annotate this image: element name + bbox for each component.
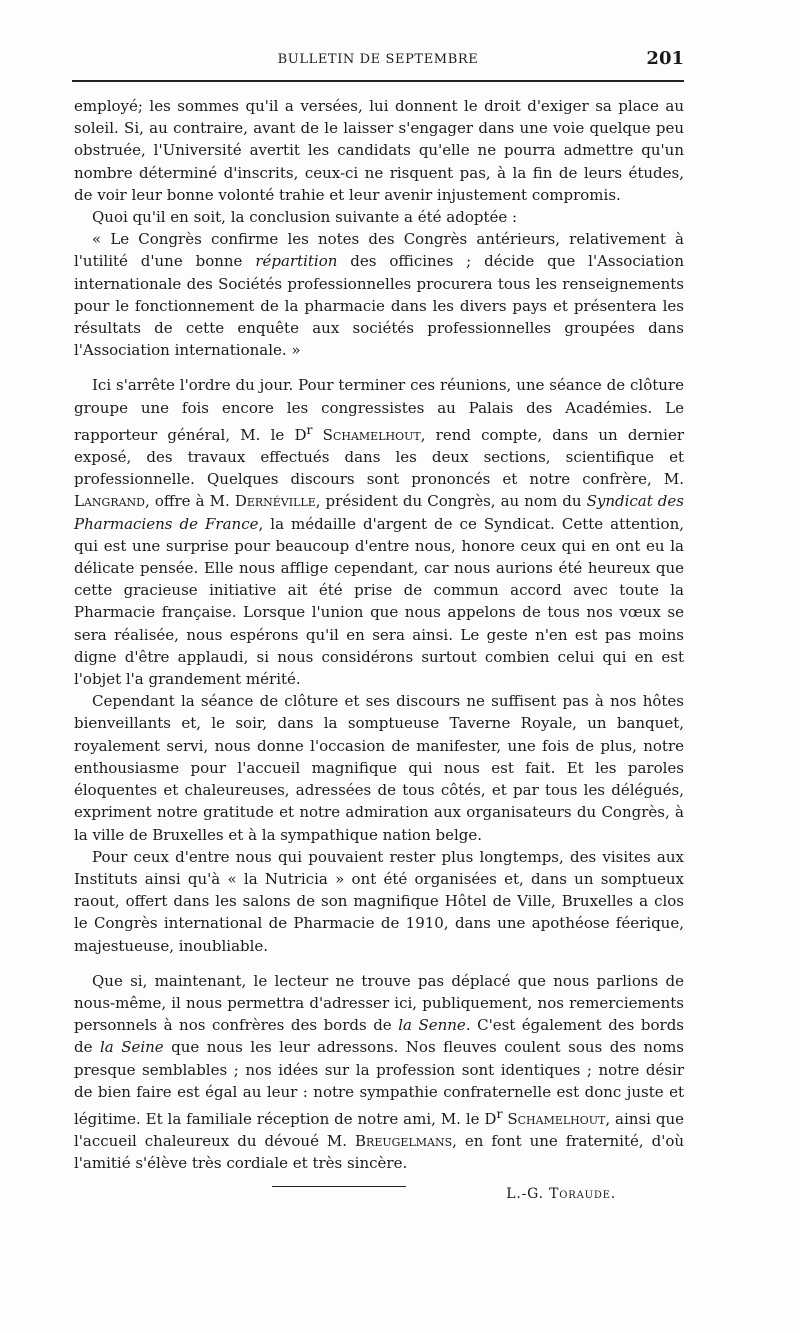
text-run: « Le Congrès confirme les notes des Congrès antérieurs, relativement à l'utilité d'une bonne <box>74 230 684 271</box>
person-name: Dernéville <box>234 492 316 511</box>
author-signature: L.-G. Toraude. <box>506 1185 616 1202</box>
paragraph-1: employé; les sommes qu'il a versées, lui donnent le droit d'exiger sa place au soleil. Si, au contraire, avant de le laisser s'engager dans une voie quelque peu obstruée, l'Université avertit les candidats qu'elle ne pourra admettre qu'un nombre déterminé d'inscrits, ceux-ci ne risquent pas, à la fin de leurs études, de voir leur bonne volonté trahie et leur avenir injustement compromis. <box>74 97 684 204</box>
text-run: , rend compte, dans un dernier exposé, des travaux effectués dans les deux sections, scientifique et professionnelle. Quelques discours sont prononcés et notre confrère, M. <box>74 425 684 489</box>
section-gap <box>74 361 684 374</box>
article-body <box>74 95 684 1205</box>
text-run: , en font une fraternité, d'où l'amitié s'élève très cordiale et très sincère. <box>74 1132 685 1173</box>
text-run: , président du Congrès, au nom du <box>315 492 587 511</box>
paragraph-6: Pour ceux d'entre nous qui pouvaient rester plus longtemps, des visites aux Instituts ainsi qu'à « la Nutricia » ont été organisées et, dans un somptueux raout, offert dans les salons de son magnifique Hôtel de Ville, Bruxelles a clos le Congrès international de Pharmacie de 1910, dans une apothéose féerique, majestueuse, inoubliable. <box>74 847 684 955</box>
paragraph-4 <box>74 374 684 690</box>
paragraph-5: Cependant la séance de clôture et ses discours ne suffisent pas à nos hôtes bienveillants et, le soir, dans la somptueuse Taverne Royale, un banquet, royalement servi, nous donne l'occasion de manifester, une fois de plus, notre enthousiasme pour l'accueil magnifique qui nous est fait. Et les paroles éloquentes et chaleureuses, adressées de tous côtés, et par tous les délégués, expriment notre gratitude et notre admiration aux organisateurs du Congrès, à la ville de Bruxelles et à la sympathique nation belge. <box>74 692 684 844</box>
running-title: BULLETIN DE SEPTEMBRE <box>277 52 479 67</box>
page-header <box>72 48 684 74</box>
text-run: Ici s'arrête l'ordre du jour. Pour terminer ces réunions, une séance de clôture groupe une fois encore les congressistes au Palais des Académies. Le rapporteur général, M. le D <box>74 376 684 444</box>
superscript: r <box>496 1105 503 1121</box>
footer-rule <box>272 1186 406 1187</box>
header-rule <box>72 80 684 82</box>
superscript: r <box>306 421 313 437</box>
emphasis: répartition <box>255 252 338 271</box>
paragraph-7 <box>74 970 684 1175</box>
emphasis: la Seine <box>99 1038 164 1057</box>
person-name: Schamelhout <box>507 1109 606 1128</box>
text-run: Que si, maintenant, le lecteur ne trouve pas déplacé que nous parlions de nous-même, il nous permettra d'adresser ici, publiquement, nos remerciements personnels à nos confrères des bords de <box>74 971 684 1035</box>
section-gap <box>74 957 684 970</box>
text-run: . C'est également des bords de <box>74 1016 685 1057</box>
text-run: que nous les leur adressons. Nos fleuves coulent sous des noms presque semblables ; nos idées sur la profession sont identiques ; notre désir de bien faire est égal au leur : notre sympathie confraternelle est donc juste et légitime. Et la familiale réception de notre ami, M. le D <box>74 1038 685 1128</box>
paragraph-3-resolution <box>74 228 684 361</box>
emphasis: Syndicat des Pharmaciens de France <box>74 492 684 533</box>
person-name: Breugelmans <box>355 1132 453 1151</box>
paragraph-2: Quoi qu'il en soit, la conclusion suivante a été adoptée : <box>92 208 518 227</box>
text-run: , la médaille d'argent de ce Syndicat. Cette attention, qui est une surprise pour beaucoup d'entre nous, honore ceux qui en ont eu la délicate pensée. Elle nous afflige cependant, car nous aurions été heureux que cette gracieuse initiative ait été prise de commun accord avec toute la Pharmacie française. Lorsque l'union que nous appelons de tous nos vœux se sera réalisée, nous espérons qu'il en sera ainsi. Le geste n'en est pas moins digne d'être applaudi, si nous considérons surtout combien celui qui en est l'objet l'a grandement mérité. <box>74 514 684 689</box>
page-number: 201 <box>646 48 684 69</box>
text-run: , ainsi que l'accueil chaleureux du dévoué M. <box>74 1109 684 1151</box>
person-name: Schamelhout <box>322 425 421 444</box>
person-name: Langrand <box>74 492 145 511</box>
text-run: , offre à M. <box>145 492 235 511</box>
text-run: des officines ; décide que l'Association internationale des Sociétés professionnelles procurera tous les renseignements pour le fonctionnement de la pharmacie dans les divers pays et présentera les résultats de cette enquête aux sociétés professionnelles groupées dans l'Association internationale. » <box>74 252 684 360</box>
emphasis: la Senne <box>398 1016 466 1035</box>
